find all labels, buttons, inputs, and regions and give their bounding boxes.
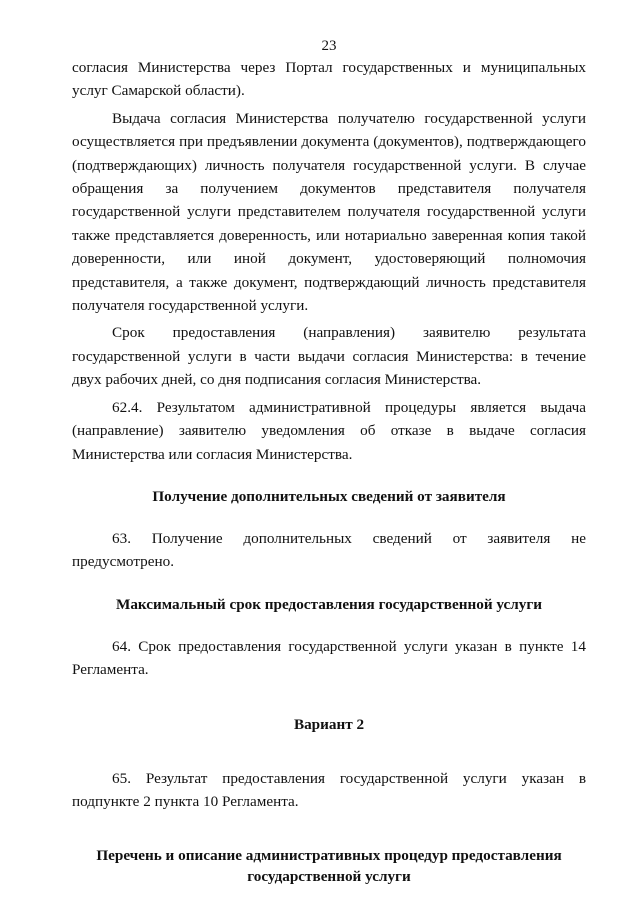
paragraph-62-4: 62.4. Результатом административной процедуры является выдача (направление) заявителю уведомления об отказе в выдаче согласия Министерства или согласия Министерства. xyxy=(72,398,586,463)
heading-procedures xyxy=(72,845,586,887)
heading-variant-2: Вариант 2 xyxy=(293,715,365,733)
heading-additional-info: Получение дополнительных сведений от заявителя xyxy=(152,487,506,505)
paragraph-63: 63. Получение дополнительных сведений от заявителя не предусмотрено. xyxy=(72,529,586,571)
paragraph-consent-issuance: Выдача согласия Министерства получателю государственной услуги осуществляется при предъявлении документа (документов), подтверждающего (подтверждающих) личность получателя государственной услуги. В случае обращения за получением документов представителя получателя государственной услуги представителем получателя государственной услуги также представляется доверенность, или нотариально заверенная копия такой доверенности, или иной документ, удостоверяющий полномочия представителя, а также документ, подтверждающий личность представителя получателя государственной услуги. xyxy=(72,109,586,315)
page-number: 23 xyxy=(321,38,337,54)
heading-procedures-line2: государственной услуги xyxy=(247,868,411,886)
paragraph-65: 65. Результат предоставления государственной услуги указан в подпункте 2 пункта 10 Регламента. xyxy=(72,769,586,810)
paragraph-deadline: Срок предоставления (направления) заявителю результата государственной услуги в части выдачи согласия Министерства: в течение двух рабочих дней, со дня подписания согласия Министерства. xyxy=(72,324,586,389)
heading-max-term: Максимальный срок предоставления государственной услуги xyxy=(116,595,542,613)
heading-procedures-line1: Перечень и описание административных процедур предоставления xyxy=(96,847,562,865)
paragraph-64: 64. Срок предоставления государственной услуги указан в пункте 14 Регламента. xyxy=(72,637,586,679)
paragraph-consent-portal: согласия Министерства через Портал государственных и муниципальных услуг Самарской области). xyxy=(72,59,586,100)
